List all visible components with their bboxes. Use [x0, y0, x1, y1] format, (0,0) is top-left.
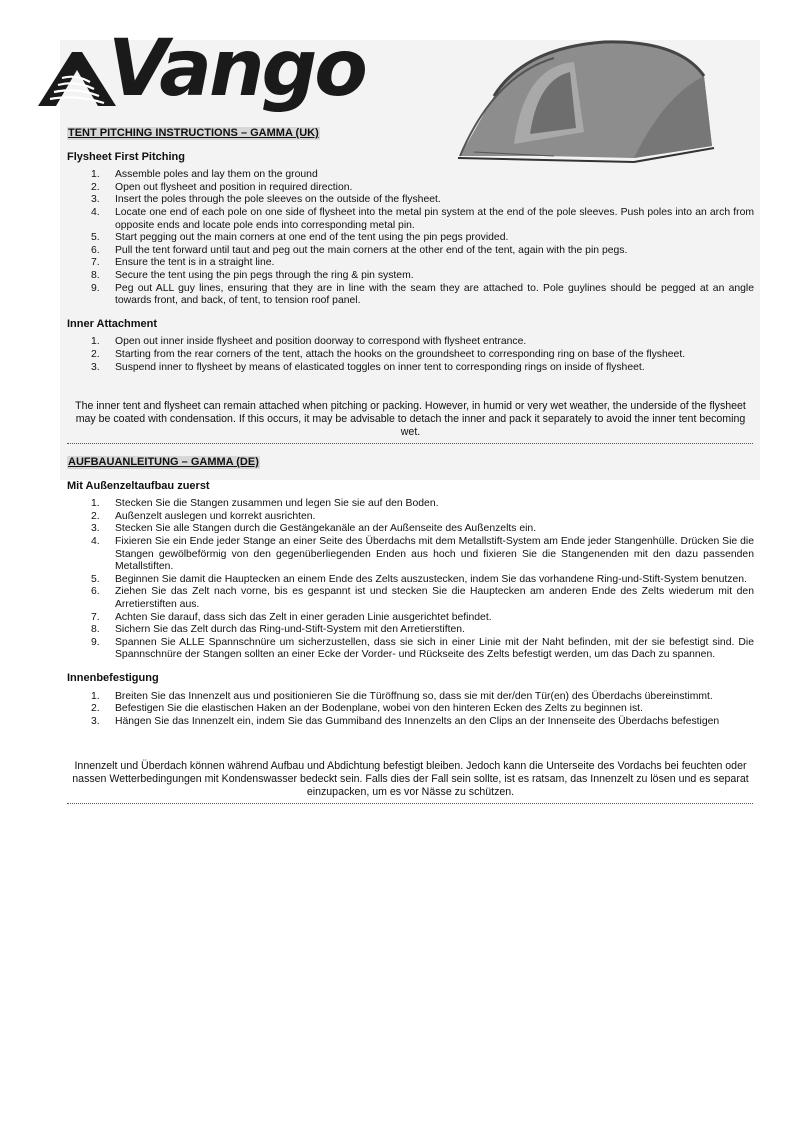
list-item: 3. Stecken Sie alle Stangen durch die Gestängekanäle an der Außenseite des Außenzelts ein.: [91, 523, 537, 535]
list-item: 2. Befestigen Sie die elastischen Haken an der Bodenplane, wobei von den hinteren Ecken des Zelts zu beginnen ist.: [91, 703, 643, 715]
list-item: 8. Sichern Sie das Zelt durch das Ring-und-Stift-System mit den Arretierstiften.: [91, 624, 465, 636]
uk-section-title: TENT PITCHING INSTRUCTIONS – GAMMA (UK): [68, 127, 319, 139]
uk-inner-steps: [67, 336, 754, 374]
de-condensation-note: Innenzelt und Überdach können während Aufbau und Abdichtung befestigt bleiben. Jedoch kann die Unterseite des Vordachs bei feuchten oder nassen Wetterbedingungen mit Kondenswasser bedeckt sein. Falls dies der Fall sein sollte, ist es ratsam, das Innenzelt zu lösen und es separat einzupacken, um es vor Nässe zu schützen.: [72, 760, 749, 799]
list-item: 7. Ensure the tent is in a straight line.: [91, 257, 275, 269]
list-item: 2. Starting from the rear corners of the tent, attach the hooks on the groundsheet to corresponding ring on base of the flysheet.: [91, 348, 686, 360]
list-item: 1. Stecken Sie die Stangen zusammen und legen Sie sie auf den Boden.: [91, 498, 439, 510]
list-item: 4. Fixieren Sie ein Ende jeder Stange an einer Seite des Überdachs mit dem Metallstift-System am Ende jeder Stangenhülle. Drücken Sie die Stangen gewölbeförmig von den gegenüberliegenden Enden aus hoch und fixieren Sie die Stangenenden mit den dazu passenden Metallstiften.: [91, 536, 754, 573]
list-item: 9. Peg out ALL guy lines, ensuring that they are in line with the seam they are attached to. Pole guylines should be pegged at an angle towards front, and back, of tent, to tension roof panel.: [91, 282, 754, 307]
vango-mountain-icon: [36, 48, 116, 108]
list-item: 6. Ziehen Sie das Zelt nach vorne, bis es gespannt ist und stecken Sie die Hauptecken am anderen Ende des Zelts wiederum mit den Arretierstiften aus.: [91, 586, 754, 611]
list-item: 5. Start pegging out the main corners at one end of the tent using the pin pegs provided.: [91, 232, 509, 244]
list-item: 1. Assemble poles and lay them on the ground: [91, 169, 318, 181]
logo-wordmark: Vango: [108, 24, 365, 114]
uk-condensation-note: The inner tent and flysheet can remain attached when pitching or packing. However, in humid or very wet weather, the underside of the flysheet may be coated with condensation. If this occurs, it may be advisable to detach the inner and pack it separately to avoid the inner tent becoming wet.: [75, 400, 746, 439]
de-inner-steps: [67, 691, 754, 729]
list-item: 3. Insert the poles through the pole sleeves on the outside of the flysheet.: [91, 194, 441, 206]
uk-flysheet-steps: [67, 169, 754, 308]
list-item: 8. Secure the tent using the pin pegs through the ring & pin system.: [91, 269, 414, 281]
list-item: 4. Locate one end of each pole on one side of flysheet into the metal pin system at the end of the pole sleeves. Push poles into an arch from opposite ends and locate pole ends into corresponding metal pin.: [91, 206, 754, 231]
vango-logo: [36, 24, 365, 116]
de-flysheet-steps: [67, 498, 754, 662]
de-inner-heading: Innenbefestigung: [67, 672, 159, 684]
list-item: 1. Open out inner inside flysheet and position doorway to correspond with flysheet entrance.: [91, 336, 527, 348]
dotted-divider: [67, 803, 753, 804]
list-item: 3. Suspend inner to flysheet by means of elasticated toggles on inner tent to corresponding rings on inside of flysheet.: [91, 361, 645, 373]
list-item: 3. Hängen Sie das Innenzelt ein, indem Sie das Gummiband des Innenzelts an den Clips an der Innenseite des Überdachs befestigen: [91, 715, 720, 727]
list-item: 5. Beginnen Sie damit die Hauptecken an einem Ende des Zelts auszustecken, indem Sie das vorhandene Ring-und-Stift-System benutzen.: [91, 573, 747, 585]
list-item: 2. Open out flysheet and position in required direction.: [91, 181, 353, 193]
uk-inner-heading: Inner Attachment: [67, 317, 158, 330]
de-flysheet-heading: Mit Außenzeltaufbau zuerst: [67, 479, 210, 492]
list-item: 6. Pull the tent forward until taut and peg out the main corners at the other end of the tent, again with the pin pegs.: [91, 244, 628, 256]
uk-flysheet-heading: Flysheet First Pitching: [67, 150, 185, 163]
list-item: 7. Achten Sie darauf, dass sich das Zelt in einer geraden Linie ausgerichtet befindet.: [91, 611, 492, 623]
instructions-content: [67, 127, 754, 804]
list-item: 9. Spannen Sie ALLE Spannschnüre um sicherzustellen, dass sie sich in einer Linie mit der Naht befinden, mit der sie befestigt sind. Die Spannschnüre der Stangen sollten an einer Ecke der Vorder- und Rückseite des Zelts befestigt werden, um das Dach zu spannen.: [91, 636, 754, 661]
list-item: 2. Außenzelt auslegen und korrekt ausrichten.: [91, 510, 316, 522]
list-item: 1. Breiten Sie das Innenzelt aus und positionieren Sie die Türöffnung so, dass sie mit der/den Tür(en) des Überdachs übereinstimmt.: [91, 690, 713, 702]
de-section-title: AUFBAUANLEITUNG – GAMMA (DE): [68, 456, 259, 469]
